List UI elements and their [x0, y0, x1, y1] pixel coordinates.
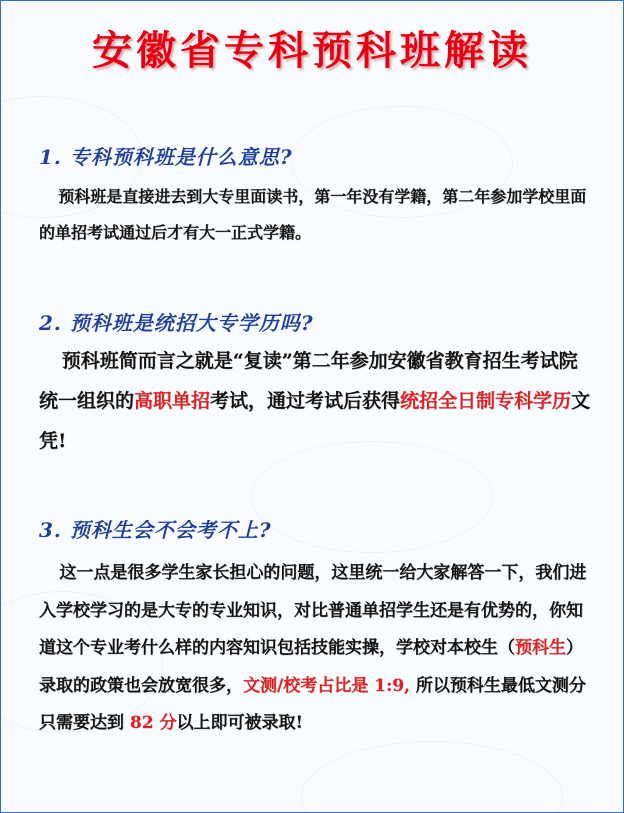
section-2-highlight-a: 高职单招 — [134, 390, 211, 412]
section-3-highlight-b: 文测/校考占比是 1:9, — [243, 675, 410, 696]
section-3-highlight-c: 82 分 — [129, 713, 177, 733]
section-2-text-c: 文凭! — [39, 390, 591, 452]
section-3-text-a: 这一点是很多学生家长担心的问题，这里统一给大家解答一下，我们进入学校学习的是大专的专业知识，对比普通单招学生还是有优势的，你知道这个专业考什么样的内容知识包括技能实操，学校对本校生（ — [39, 563, 587, 658]
section-3-text-d: 以上即可被录取! — [176, 713, 303, 733]
section-2-text-a: 预科班简而言之就是“复读”第二年参加安徽省教育招生考试院统一组织的 — [39, 350, 578, 412]
section-2-paragraph — [39, 341, 591, 461]
watermark-shape — [301, 741, 563, 813]
section-2-heading: 2. 预科班是统招大专学历吗? — [39, 311, 314, 335]
section-3-text-c: 所以预科生最低文测分只需要达到 — [39, 675, 586, 733]
section-1-heading: 1. 专科预科班是什么意思? — [39, 145, 293, 169]
section-3-heading: 3. 预科生会不会考不上? — [39, 518, 272, 542]
section-3-highlight-a: 预科生 — [515, 638, 566, 658]
section-1-paragraph: 预科班是直接进去到大专里面读书，第一年没有学籍，第二年参加学校里面的单招考试通过后才有大一正式学籍。 — [39, 187, 587, 242]
section-3-paragraph — [39, 555, 591, 743]
section-2-text-b: 考试，通过考试后获得 — [210, 390, 401, 412]
section-3-text-b: ）录取的政策也会放宽很多， — [39, 638, 583, 696]
section-2-highlight-b: 统招全日制专科学历 — [400, 390, 572, 412]
page-title: 安徽省专科预科班解读 — [92, 27, 532, 74]
